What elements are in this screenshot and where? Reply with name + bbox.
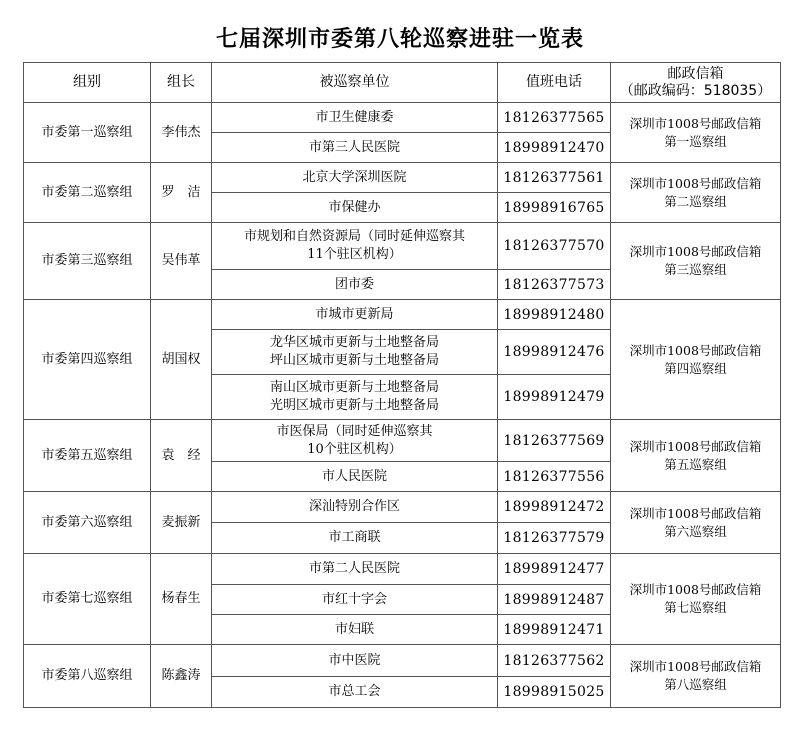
unit-cell [212, 523, 498, 554]
table-body [24, 103, 781, 708]
phone-cell: 18998912476 [498, 330, 611, 375]
mailbox-cell [611, 492, 781, 554]
table-row [24, 223, 781, 270]
header-row [24, 63, 781, 103]
unit-line: 南山区城市更新与土地整备局 [269, 380, 439, 395]
phone-cell: 18998912487 [498, 585, 611, 615]
group-name-cell: 市委第三巡察组 [24, 223, 151, 300]
phone-cell: 18998912479 [498, 375, 611, 420]
phone-cell: 18998912471 [498, 615, 611, 645]
group-name-cell: 市委第一巡察组 [24, 103, 151, 163]
table-row [24, 163, 781, 193]
unit-line: 市医保局（同时延伸巡察其 [276, 423, 433, 439]
mailbox-cell [611, 300, 781, 420]
mailbox-cell [611, 163, 781, 223]
unit-cell [212, 554, 498, 585]
table-row [24, 645, 781, 677]
mailbox-group: 第一巡察组 [664, 133, 727, 149]
mailbox-group: 第三巡察组 [664, 262, 727, 277]
unit-line: 光明区城市更新与土地整备局 [269, 398, 439, 413]
unit-line: 市卫生健康委 [315, 109, 394, 125]
mailbox-address: 深圳市1008号邮政信箱 [629, 342, 762, 358]
phone-cell: 18998912477 [498, 554, 611, 585]
unit-cell [212, 330, 498, 375]
unit-line: 市第二人民医院 [308, 561, 400, 576]
phone-cell: 18126377570 [498, 223, 611, 270]
mailbox-address: 深圳市1008号邮政信箱 [629, 505, 762, 521]
inspection-table [23, 62, 781, 708]
mailbox-cell [611, 223, 781, 300]
unit-line: 市保健办 [328, 199, 381, 215]
unit-cell [212, 615, 498, 645]
phone-cell: 18126377556 [498, 462, 611, 492]
unit-cell [212, 133, 498, 163]
leader-cell: 袁 经 [151, 420, 212, 492]
unit-line: 北京大学深圳医院 [302, 169, 407, 185]
unit-cell [212, 300, 498, 330]
phone-cell: 18998912480 [498, 300, 611, 330]
mailbox-address: 深圳市1008号邮政信箱 [629, 175, 762, 191]
unit-cell [212, 677, 498, 708]
mailbox-group: 第七巡察组 [664, 600, 727, 615]
leader-cell: 李伟杰 [151, 103, 212, 163]
header-unit: 被巡察单位 [212, 63, 498, 103]
page-title: 七届深圳市委第八轮巡察进驻一览表 [215, 27, 584, 52]
unit-cell [212, 585, 498, 615]
table-row [24, 103, 781, 133]
mailbox-address: 深圳市1008号邮政信箱 [629, 438, 762, 454]
phone-cell: 18126377561 [498, 163, 611, 193]
unit-line: 龙华区城市更新与土地整备局 [269, 335, 439, 350]
mailbox-address: 深圳市1008号邮政信箱 [629, 582, 762, 597]
table-row [24, 492, 781, 523]
mailbox-cell [611, 103, 781, 163]
mailbox-group: 第八巡察组 [664, 677, 727, 692]
unit-cell [212, 375, 498, 420]
group-name-cell: 市委第八巡察组 [24, 645, 151, 708]
unit-line: 市人民医院 [321, 468, 387, 484]
leader-cell: 胡国权 [151, 300, 212, 420]
unit-line: 11个驻区机构） [307, 247, 402, 262]
header-mailbox-line2: （邮政编码：518035） [619, 82, 772, 99]
unit-cell [212, 223, 498, 270]
header-group: 组别 [24, 63, 151, 103]
unit-line: 市规划和自然资源局（同时延伸巡察其 [243, 229, 465, 244]
unit-cell [212, 163, 498, 193]
unit-line: 坪山区城市更新与土地整备局 [269, 353, 439, 368]
group-name-cell: 市委第六巡察组 [24, 492, 151, 554]
unit-cell [212, 270, 498, 300]
unit-cell [212, 193, 498, 223]
table-row [24, 420, 781, 462]
unit-cell [212, 462, 498, 492]
unit-line: 市工商联 [328, 530, 381, 545]
table-row [24, 554, 781, 585]
mailbox-group: 第四巡察组 [664, 360, 727, 376]
header-mailbox-line1: 邮政信箱 [667, 65, 724, 82]
phone-cell: 18998912470 [498, 133, 611, 163]
header-mailbox [611, 63, 781, 103]
unit-line: 市第三人民医院 [308, 139, 400, 155]
unit-line: 市总工会 [328, 684, 381, 699]
mailbox-group: 第五巡察组 [664, 456, 727, 472]
mailbox-cell [611, 554, 781, 645]
phone-cell: 18126377579 [498, 523, 611, 554]
header-phone: 值班电话 [498, 63, 611, 103]
unit-line: 市红十字会 [321, 591, 387, 607]
leader-cell: 罗 洁 [151, 163, 212, 223]
unit-line: 深汕特别合作区 [308, 499, 400, 514]
leader-cell: 陈鑫涛 [151, 645, 212, 708]
unit-cell [212, 645, 498, 677]
mailbox-address: 深圳市1008号邮政信箱 [629, 244, 762, 259]
mailbox-group: 第二巡察组 [664, 193, 727, 209]
phone-cell: 18126377562 [498, 645, 611, 677]
unit-line: 10个驻区机构） [307, 441, 402, 457]
leader-cell: 麦振新 [151, 492, 212, 554]
table-row [24, 300, 781, 330]
mailbox-cell [611, 645, 781, 708]
phone-cell: 18998915025 [498, 677, 611, 708]
group-name-cell: 市委第七巡察组 [24, 554, 151, 645]
phone-cell: 18998912472 [498, 492, 611, 523]
phone-cell: 18126377565 [498, 103, 611, 133]
phone-cell: 18126377573 [498, 270, 611, 300]
unit-line: 市妇联 [334, 621, 374, 637]
leader-cell: 杨春生 [151, 554, 212, 645]
mailbox-address: 深圳市1008号邮政信箱 [629, 659, 762, 674]
mailbox-cell [611, 420, 781, 492]
unit-cell [212, 492, 498, 523]
unit-line: 团市委 [334, 276, 374, 292]
group-name-cell: 市委第四巡察组 [24, 300, 151, 420]
mailbox-group: 第六巡察组 [664, 523, 727, 539]
unit-line: 市城市更新局 [315, 306, 394, 322]
phone-cell: 18126377569 [498, 420, 611, 462]
header-leader: 组长 [151, 63, 212, 103]
leader-cell: 吴伟革 [151, 223, 212, 300]
unit-cell [212, 420, 498, 462]
unit-cell [212, 103, 498, 133]
unit-line: 市中医院 [328, 652, 381, 668]
phone-cell: 18998916765 [498, 193, 611, 223]
mailbox-address: 深圳市1008号邮政信箱 [629, 115, 762, 131]
group-name-cell: 市委第五巡察组 [24, 420, 151, 492]
group-name-cell: 市委第二巡察组 [24, 163, 151, 223]
